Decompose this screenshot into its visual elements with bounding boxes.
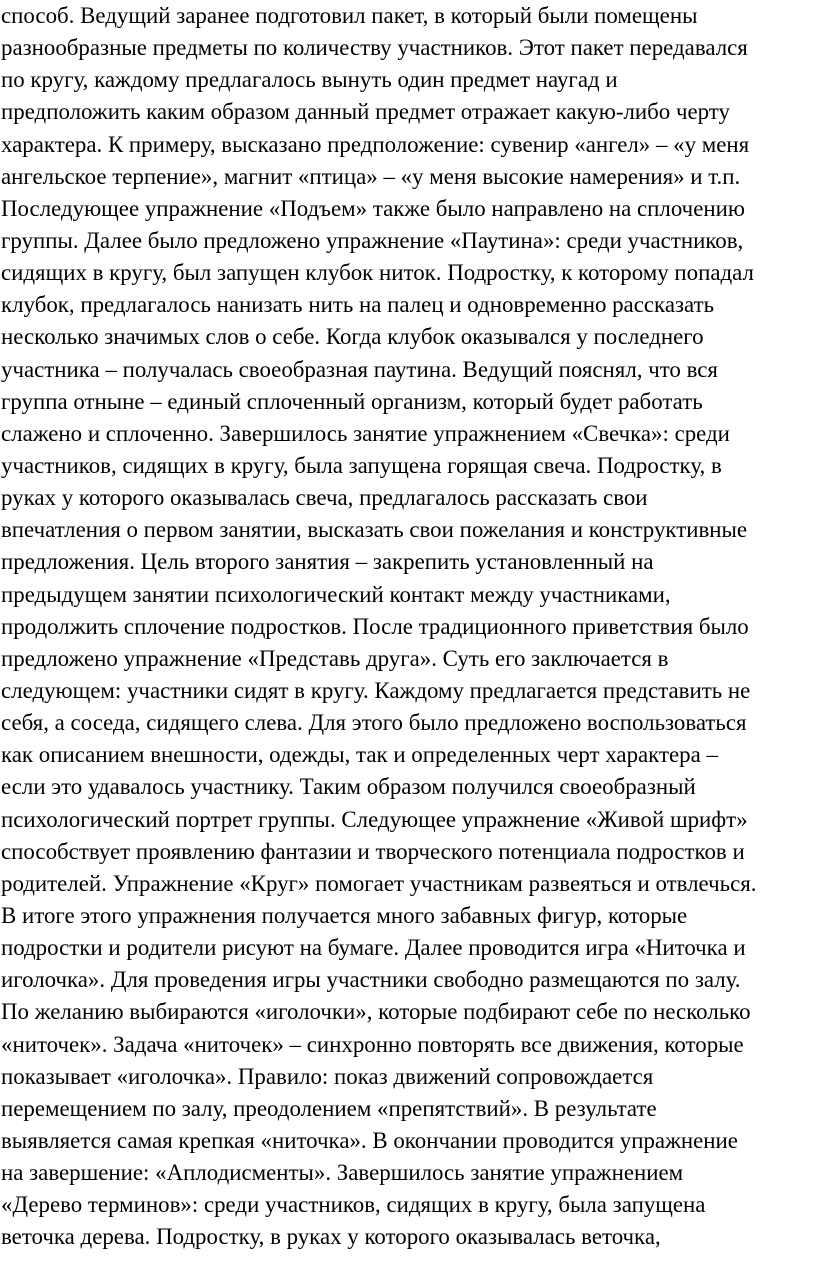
text-line: на завершение: «Аплодисменты». Завершилось занятие упражнением (1, 1160, 684, 1186)
text-line: характера. К примеру, высказано предположение: сувенир «ангел» – «у меня (1, 131, 750, 157)
text-line: «ниточек». Задача «ниточек» – синхронно повторять все движения, которые (1, 1031, 744, 1057)
text-line: По желанию выбираются «иголочки», которые подбирают себе по несколько (1, 999, 751, 1025)
text-line: иголочка». Для проведения игры участники свободно размещаются по залу. (1, 967, 741, 993)
text-line: группа отныне – единый сплоченный организм, который будет работать (1, 388, 703, 414)
text-line: предыдущем занятии психологический контакт между участниками, (1, 581, 671, 607)
text-line: психологический портрет группы. Следующее упражнение «Живой шрифт» (1, 806, 748, 832)
text-line: перемещением по залу, преодолением «препятствий». В результате (1, 1095, 657, 1121)
text-line: предложения. Цель второго занятия – закрепить установленный на (1, 549, 654, 575)
text-line: выявляется самая крепкая «ниточка». В окончании проводится упражнение (1, 1127, 738, 1153)
text-line: руках у которого оказывалась свеча, предлагалось рассказать свои (1, 485, 648, 511)
text-line: В итоге этого упражнения получается много забавных фигур, которые (1, 902, 688, 928)
text-line: сидящих в кругу, был запущен клубок ниток. Подростку, к которому попадал (1, 260, 754, 286)
text-line: как описанием внешности, одежды, так и определенных черт характера – (1, 742, 718, 768)
text-line: впечатления о первом занятии, высказать свои пожелания и конструктивные (1, 517, 748, 543)
text-line: группы. Далее было предложено упражнение «Паутина»: среди участников, (1, 227, 744, 253)
text-line: веточка дерева. Подростку, в руках у которого оказывалась веточка, (1, 1224, 661, 1250)
body-text (1, 0, 813, 1253)
text-line: себя, а соседа, сидящего слева. Для этого было предложено воспользоваться (1, 710, 747, 736)
text-line: предложено упражнение «Представь друга». Суть его заключается в (1, 645, 669, 671)
text-line: подростки и родители рисуют на бумаге. Далее проводится игра «Ниточка и (1, 935, 746, 961)
text-line: разнообразные предметы по количеству участников. Этот пакет передавался (1, 35, 748, 61)
text-line: по кругу, каждому предлагалось вынуть один предмет наугад и (1, 67, 618, 93)
text-line: продолжить сплочение подростков. После традиционного приветствия было (1, 613, 749, 639)
text-line: «Дерево терминов»: среди участников, сидящих в кругу, была запущена (1, 1192, 706, 1218)
text-line: если это удавалось участнику. Таким образом получился своеобразный (1, 774, 696, 800)
text-line: клубок, предлагалось нанизать нить на палец и одновременно рассказать (1, 292, 715, 318)
text-line: участников, сидящих в кругу, была запущена горящая свеча. Подростку, в (1, 452, 722, 478)
text-line: предположить каким образом данный предмет отражает какую-либо черту (1, 99, 730, 125)
text-line: Последующее упражнение «Подъем» также было направлено на сплочению (1, 195, 745, 221)
text-line: участника – получалась своеобразная паутина. Ведущий пояснял, что вся (1, 356, 718, 382)
text-line: способствует проявлению фантазии и творческого потенциала подростков и (1, 838, 745, 864)
text-line: слажено и сплоченно. Завершилось занятие упражнением «Свечка»: среди (1, 420, 730, 446)
text-line: следующем: участники сидят в кругу. Каждому предлагается представить не (1, 677, 751, 703)
text-line: способ. Ведущий заранее подготовил пакет, в который были помещены (1, 3, 698, 28)
text-line: несколько значимых слов о себе. Когда клубок оказывался у последнего (1, 324, 704, 350)
text-line: родителей. Упражнение «Круг» помогает участникам развеяться и отвлечься. (1, 870, 757, 896)
text-line: показывает «иголочка». Правило: показ движений сопровождается (1, 1063, 654, 1089)
text-line: ангельское терпение», магнит «птица» – «у меня высокие намерения» и т.п. (1, 163, 741, 189)
